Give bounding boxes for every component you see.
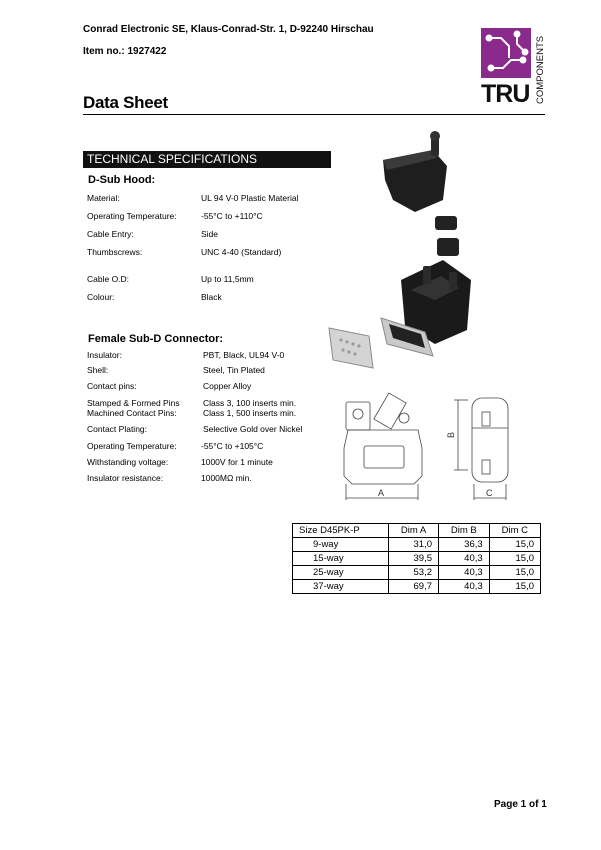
title-divider — [83, 114, 545, 115]
connector-label: Insulator resistance: — [87, 473, 164, 483]
connector-heading: Female Sub-D Connector: — [88, 333, 224, 345]
connector-label: Contact pins: — [87, 381, 137, 391]
connector-label: Shell: — [87, 365, 109, 375]
dim-label-a: A — [378, 488, 385, 498]
hood-value: Up to 11,5mm — [201, 274, 254, 284]
hood-label: Thumbscrews: — [87, 247, 143, 257]
connector-label: Machined Contact Pins: — [87, 408, 177, 418]
table-cell: 69,7 — [389, 580, 439, 594]
table-cell: 40,3 — [439, 580, 490, 594]
technical-specifications-bar: TECHNICAL SPECIFICATIONS — [83, 151, 331, 168]
table-cell: 40,3 — [439, 566, 490, 580]
connector-value: -55°C to +105°C — [201, 441, 264, 451]
connector-value: Copper Alloy — [203, 381, 252, 391]
table-header-cell: Dim B — [439, 524, 490, 538]
table-cell: 25-way — [293, 566, 389, 580]
hood-value: UL 94 V-0 Plastic Material — [201, 193, 299, 203]
hood-value: Black — [201, 292, 222, 302]
connector-value: Selective Gold over Nickel — [203, 424, 303, 434]
table-cell: 15,0 — [489, 580, 540, 594]
tru-components-logo — [481, 24, 547, 106]
table-cell: 15,0 — [489, 566, 540, 580]
hood-value: -55°C to +110°C — [201, 211, 263, 221]
hood-label: Colour: — [87, 292, 115, 302]
company-address: Conrad Electronic SE, Klaus-Conrad-Str. 1, D-92240 Hirschau — [83, 24, 374, 35]
table-cell: 31,0 — [389, 538, 439, 552]
table-row — [293, 566, 541, 580]
logo-tru-text: TRU — [481, 80, 530, 106]
dim-label-b: B — [446, 431, 456, 438]
dimension-drawing — [318, 388, 546, 508]
hood-label: Material: — [87, 193, 120, 203]
hood-heading: D-Sub Hood: — [88, 174, 156, 186]
table-cell: 36,3 — [439, 538, 490, 552]
table-cell: 39,5 — [389, 552, 439, 566]
table-header-cell: Dim C — [489, 524, 540, 538]
connector-label: Stamped & Formed Pins — [87, 398, 180, 408]
hood-label: Operating Temperature: — [87, 211, 177, 221]
connector-label: Contact Plating: — [87, 424, 148, 434]
table-cell: 15,0 — [489, 538, 540, 552]
connector-value: 1000MΩ min. — [201, 473, 252, 483]
connector-value: Class 3, 100 inserts min. — [203, 398, 297, 408]
connector-value: PBT, Black, UL94 V-0 — [203, 350, 285, 360]
connector-label: Insulator: — [87, 350, 122, 360]
hood-value: Side — [201, 229, 219, 239]
table-row — [293, 580, 541, 594]
connector-value: 1000V for 1 minute — [201, 457, 273, 467]
table-header-cell: Dim A — [389, 524, 439, 538]
connector-value: Class 1, 500 inserts min. — [203, 408, 297, 418]
connector-value: Steel, Tin Plated — [203, 365, 265, 375]
connector-label: Operating Temperature: — [87, 441, 177, 451]
hood-label: Cable O.D: — [87, 274, 130, 284]
table-cell: 37-way — [293, 580, 389, 594]
table-cell: 40,3 — [439, 552, 490, 566]
dimension-table — [292, 523, 541, 594]
table-cell: 53,2 — [389, 566, 439, 580]
item-number: Item no.: 1927422 — [83, 46, 167, 57]
table-cell: 15,0 — [489, 552, 540, 566]
hood-label: Cable Entry: — [87, 229, 134, 239]
dim-label-c: C — [486, 488, 493, 498]
connector-label: Withstanding voltage: — [87, 457, 169, 467]
table-cell: 15-way — [293, 552, 389, 566]
product-photo — [325, 130, 495, 380]
table-cell: 9-way — [293, 538, 389, 552]
hood-value: UNC 4-40 (Standard) — [201, 247, 282, 257]
table-header-cell: Size D45PK-P — [293, 524, 389, 538]
table-row — [293, 552, 541, 566]
table-row — [293, 538, 541, 552]
logo-components-text: COMPONENTS — [535, 35, 546, 104]
table-header-row — [293, 524, 541, 538]
page-number: Page 1 of 1 — [494, 799, 547, 810]
page-title: Data Sheet — [83, 93, 168, 112]
